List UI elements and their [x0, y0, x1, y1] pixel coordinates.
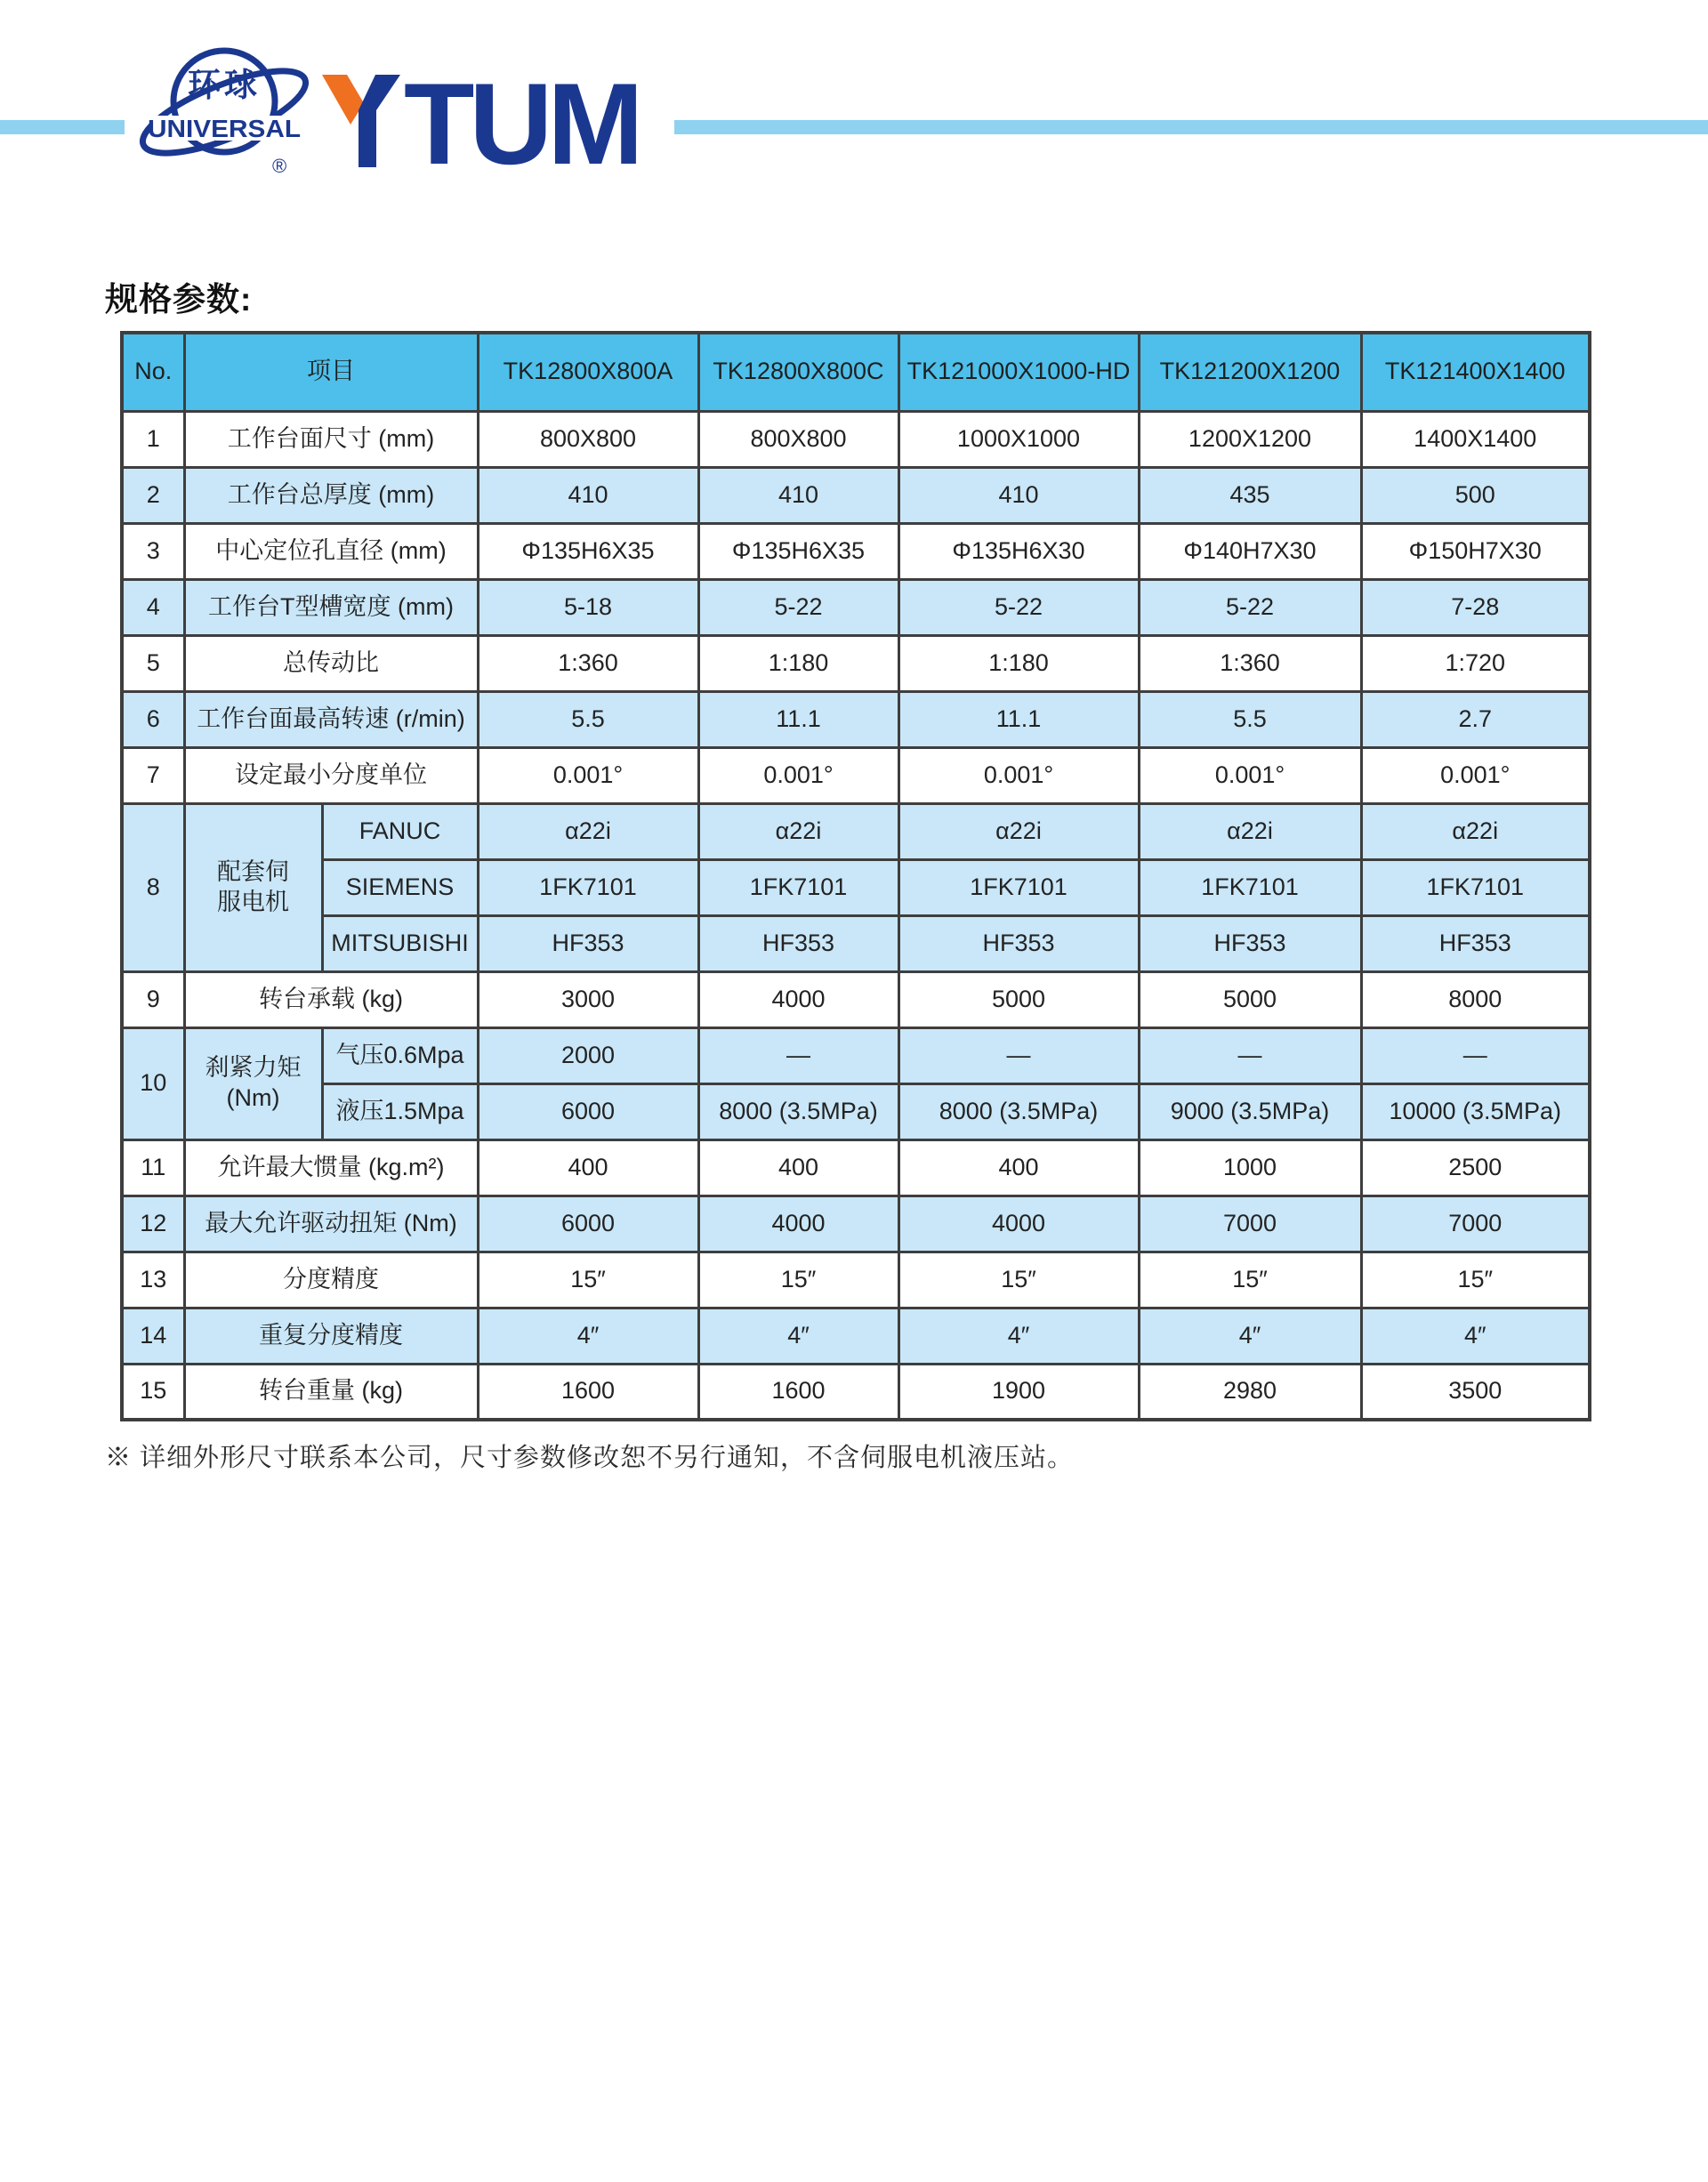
item-label: 设定最小分度单位 [184, 747, 478, 803]
spec-value: 800X800 [478, 411, 698, 467]
spec-value: 15″ [1139, 1252, 1361, 1308]
spec-value: 6000 [478, 1083, 698, 1139]
spec-value: 410 [478, 467, 698, 523]
table-row [122, 411, 1590, 467]
spec-value: 7000 [1361, 1196, 1590, 1252]
table-row [122, 915, 1590, 971]
table-row [122, 1027, 1590, 1083]
spec-value: 15″ [898, 1252, 1139, 1308]
spec-value: 2980 [1139, 1364, 1361, 1420]
spec-value: 8000 (3.5MPa) [898, 1083, 1139, 1139]
col-header-no: No. [122, 333, 184, 411]
spec-value: 1FK7101 [1139, 859, 1361, 915]
spec-value: 435 [1139, 467, 1361, 523]
row-number: 4 [122, 579, 184, 635]
item-label-line: 刹紧力矩 [205, 1054, 302, 1082]
spec-value: HF353 [1139, 915, 1361, 971]
table-row [122, 467, 1590, 523]
item-label: 重复分度精度 [184, 1308, 478, 1364]
spec-value: HF353 [898, 915, 1139, 971]
section-title: 规格参数: [105, 281, 253, 318]
table-row [122, 803, 1590, 859]
sub-item-label: FANUC [322, 803, 478, 859]
spec-value: 4000 [698, 971, 898, 1027]
row-number: 8 [122, 803, 184, 971]
spec-value: 1:720 [1361, 635, 1590, 691]
item-label: 中心定位孔直径 (mm) [184, 523, 478, 579]
spec-value: α22i [478, 803, 698, 859]
item-label [184, 803, 322, 971]
spec-value: 500 [1361, 467, 1590, 523]
row-number: 3 [122, 523, 184, 579]
spec-value: Φ135H6X30 [898, 523, 1139, 579]
spec-value: 1:180 [898, 635, 1139, 691]
col-header-item: 项目 [184, 333, 478, 411]
registered-mark: ® [272, 155, 287, 177]
sub-item-label: 液压1.5Mpa [322, 1083, 478, 1139]
brand-y-left-arm-icon [322, 75, 364, 125]
spec-value: 0.001° [1139, 747, 1361, 803]
spec-value: 11.1 [898, 691, 1139, 747]
spec-value: 410 [898, 467, 1139, 523]
row-number: 7 [122, 747, 184, 803]
spec-value: 800X800 [698, 411, 898, 467]
item-label: 转台重量 (kg) [184, 1364, 478, 1420]
spec-value: 400 [478, 1139, 698, 1196]
spec-value: 5.5 [478, 691, 698, 747]
row-number: 11 [122, 1139, 184, 1196]
spec-value: HF353 [478, 915, 698, 971]
spec-value: 1000 [1139, 1139, 1361, 1196]
table-row [122, 1364, 1590, 1420]
spec-value: 4000 [698, 1196, 898, 1252]
spec-value: Φ135H6X35 [698, 523, 898, 579]
spec-value: — [1361, 1027, 1590, 1083]
brand-wordmark [317, 71, 690, 174]
spec-value: 1600 [478, 1364, 698, 1420]
spec-value: 2500 [1361, 1139, 1590, 1196]
spec-value: 2000 [478, 1027, 698, 1083]
item-label: 分度精度 [184, 1252, 478, 1308]
footnote: ※ 详细外形尺寸联系本公司，尺寸参数修改恕不另行通知，不含伺服电机液压站。 [105, 1444, 1075, 1472]
spec-value: 1:180 [698, 635, 898, 691]
spec-value: 1400X1400 [1361, 411, 1590, 467]
spec-value: 2.7 [1361, 691, 1590, 747]
spec-value: 1000X1000 [898, 411, 1139, 467]
sub-item-label: MITSUBISHI [322, 915, 478, 971]
spec-value: 1600 [698, 1364, 898, 1420]
row-number: 10 [122, 1027, 184, 1139]
row-number: 9 [122, 971, 184, 1027]
table-row [122, 691, 1590, 747]
spec-value: 0.001° [1361, 747, 1590, 803]
spec-value: 4″ [1139, 1308, 1361, 1364]
row-number: 15 [122, 1364, 184, 1420]
item-label: 最大允许驱动扭矩 (Nm) [184, 1196, 478, 1252]
col-header-model-1: TK12800X800A [478, 333, 698, 411]
col-header-model-5: TK121400X1400 [1361, 333, 1590, 411]
spec-value: 3500 [1361, 1364, 1590, 1420]
logo-zh-text: 环球 [188, 67, 261, 103]
spec-value: HF353 [698, 915, 898, 971]
spec-value: 15″ [698, 1252, 898, 1308]
spec-value: 1:360 [478, 635, 698, 691]
brand-y-stem-icon [359, 75, 400, 167]
row-number: 12 [122, 1196, 184, 1252]
spec-value: 4″ [698, 1308, 898, 1364]
spec-value: 1:360 [1139, 635, 1361, 691]
decor-bar-left [0, 120, 125, 134]
table-row [122, 1196, 1590, 1252]
spec-value: 5000 [1139, 971, 1361, 1027]
spec-value: 9000 (3.5MPa) [1139, 1083, 1361, 1139]
table-row [122, 747, 1590, 803]
item-label: 工作台面最高转速 (r/min) [184, 691, 478, 747]
spec-value: 0.001° [898, 747, 1139, 803]
spec-value: 410 [698, 467, 898, 523]
sub-item-label: SIEMENS [322, 859, 478, 915]
table-row [122, 1252, 1590, 1308]
col-header-model-2: TK12800X800C [698, 333, 898, 411]
spec-value: 10000 (3.5MPa) [1361, 1083, 1590, 1139]
item-label [184, 1027, 322, 1139]
spec-table [120, 331, 1591, 1421]
table-row [122, 1139, 1590, 1196]
spec-value: 5.5 [1139, 691, 1361, 747]
item-label: 工作台T型槽宽度 (mm) [184, 579, 478, 635]
spec-value: α22i [898, 803, 1139, 859]
spec-value: 8000 (3.5MPa) [698, 1083, 898, 1139]
item-label: 转台承载 (kg) [184, 971, 478, 1027]
row-number: 5 [122, 635, 184, 691]
spec-value: 5-22 [698, 579, 898, 635]
spec-value: α22i [1361, 803, 1590, 859]
logo-en-text: UNIVERSAL [148, 115, 301, 142]
spec-value: 15″ [1361, 1252, 1590, 1308]
table-row [122, 859, 1590, 915]
sub-item-label: 气压0.6Mpa [322, 1027, 478, 1083]
table-row [122, 971, 1590, 1027]
table-row [122, 579, 1590, 635]
col-header-model-4: TK121200X1200 [1139, 333, 1361, 411]
spec-value: 1FK7101 [478, 859, 698, 915]
spec-value: — [698, 1027, 898, 1083]
item-label: 总传动比 [184, 635, 478, 691]
header-row [122, 333, 1590, 411]
spec-value: — [1139, 1027, 1361, 1083]
spec-value: 7000 [1139, 1196, 1361, 1252]
row-number: 2 [122, 467, 184, 523]
item-label: 允许最大惯量 (kg.m²) [184, 1139, 478, 1196]
spec-value: 0.001° [698, 747, 898, 803]
brand-name-rest: TUM [404, 71, 639, 174]
spec-value: 5-22 [898, 579, 1139, 635]
spec-value: 6000 [478, 1196, 698, 1252]
table-row [122, 1308, 1590, 1364]
universal-globe-logo-icon [130, 34, 318, 183]
table-row [122, 635, 1590, 691]
spec-value: α22i [1139, 803, 1361, 859]
item-label-line: (Nm) [226, 1084, 280, 1111]
spec-value: 8000 [1361, 971, 1590, 1027]
item-label: 工作台面尺寸 (mm) [184, 411, 478, 467]
spec-value: Φ150H7X30 [1361, 523, 1590, 579]
col-header-model-3: TK121000X1000-HD [898, 333, 1139, 411]
spec-value: 7-28 [1361, 579, 1590, 635]
spec-value: 5000 [898, 971, 1139, 1027]
spec-value: 0.001° [478, 747, 698, 803]
spec-value: 400 [698, 1139, 898, 1196]
decor-bar-right [674, 120, 1708, 134]
spec-value: 5-22 [1139, 579, 1361, 635]
spec-value: Φ135H6X35 [478, 523, 698, 579]
spec-value: 1FK7101 [698, 859, 898, 915]
spec-value: Φ140H7X30 [1139, 523, 1361, 579]
spec-value: 4000 [898, 1196, 1139, 1252]
spec-value: 5-18 [478, 579, 698, 635]
spec-value: 4″ [898, 1308, 1139, 1364]
spec-value: 11.1 [698, 691, 898, 747]
spec-value: 1200X1200 [1139, 411, 1361, 467]
row-number: 6 [122, 691, 184, 747]
spec-value: 1900 [898, 1364, 1139, 1420]
item-label: 工作台总厚度 (mm) [184, 467, 478, 523]
spec-value: 4″ [478, 1308, 698, 1364]
spec-value: 15″ [478, 1252, 698, 1308]
table-row [122, 523, 1590, 579]
item-label-line: 配套伺 [217, 858, 289, 885]
spec-value: — [898, 1027, 1139, 1083]
spec-value: 4″ [1361, 1308, 1590, 1364]
spec-value: α22i [698, 803, 898, 859]
spec-value: 3000 [478, 971, 698, 1027]
spec-value: 1FK7101 [1361, 859, 1590, 915]
item-label-line: 服电机 [217, 888, 289, 915]
spec-value: HF353 [1361, 915, 1590, 971]
row-number: 13 [122, 1252, 184, 1308]
spec-value: 1FK7101 [898, 859, 1139, 915]
table-row [122, 1083, 1590, 1139]
row-number: 1 [122, 411, 184, 467]
row-number: 14 [122, 1308, 184, 1364]
spec-value: 400 [898, 1139, 1139, 1196]
spec-table-wrap [120, 331, 1591, 1421]
